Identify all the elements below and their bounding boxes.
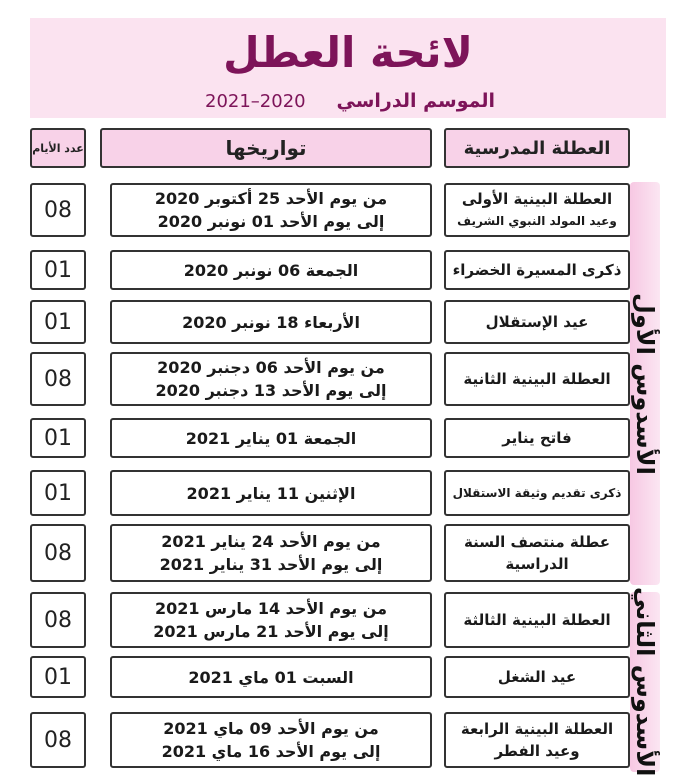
date-line: السبت 01 ماي 2021 xyxy=(188,667,354,687)
dates-cell xyxy=(110,352,432,406)
dates-cell xyxy=(110,524,432,582)
date-line: إلى يوم الأحد 13 دجنبر 2020 xyxy=(155,381,387,400)
holiday-name-line: ذكرى تقديم وثيقة الاستقلال xyxy=(452,486,622,500)
date-line: الأربعاء 18 نونبر 2020 xyxy=(182,312,360,332)
days-count-cell: 01 xyxy=(30,250,86,290)
holiday-name-cell xyxy=(444,418,630,458)
date-line: من يوم الأحد 06 دجنبر 2020 xyxy=(157,358,385,377)
holiday-name-cell xyxy=(444,592,630,648)
table-row xyxy=(0,352,696,406)
holiday-name-cell xyxy=(444,470,630,516)
dates-cell xyxy=(110,712,432,768)
dates-cell xyxy=(110,592,432,648)
page-title: لائحة العطل xyxy=(223,28,473,77)
column-header-days-count: عدد الأيام xyxy=(30,128,86,168)
date-line: إلى يوم الأحد 21 مارس 2021 xyxy=(153,622,389,641)
school-year-subtitle xyxy=(205,88,495,114)
holiday-name-line: فاتح يناير xyxy=(502,429,572,447)
date-line: من يوم الأحد 25 أكتوبر 2020 xyxy=(154,189,388,208)
date-line: إلى يوم الأحد 31 يناير 2021 xyxy=(159,555,383,574)
holiday-name-line: الدراسية xyxy=(505,555,569,573)
dates-cell xyxy=(110,656,432,698)
column-header-holiday: العطلة المدرسية xyxy=(444,128,630,168)
holiday-name-line: وعيد المولد النبوي الشريف xyxy=(457,214,617,228)
date-line: من يوم الأحد 14 مارس 2021 xyxy=(154,599,388,618)
days-count-cell: 08 xyxy=(30,524,86,582)
school-year-label: الموسم الدراسي xyxy=(336,90,495,112)
holiday-name-cell xyxy=(444,524,630,582)
holiday-name-cell xyxy=(444,300,630,344)
table-row xyxy=(0,250,696,290)
semester-second-text: الأسدوس الثاني xyxy=(631,587,659,777)
date-line: من يوم الأحد 24 يناير 2021 xyxy=(161,532,381,551)
holiday-name-cell xyxy=(444,250,630,290)
table-row xyxy=(0,418,696,458)
holiday-name-line: العطلة البينية الأولى xyxy=(461,190,613,208)
days-count-cell: 08 xyxy=(30,352,86,406)
holiday-name-line: العطلة البينية الثانية xyxy=(463,370,611,388)
date-line: الجمعة 01 يناير 2021 xyxy=(185,428,357,448)
date-line: الجمعة 06 نونبر 2020 xyxy=(183,260,359,280)
holiday-name-line: العطلة البينية الثالثة xyxy=(463,611,611,629)
holiday-name-line: العطلة البينية الرابعة xyxy=(460,720,614,738)
holiday-name-line: وعيد الفطر xyxy=(494,742,580,760)
table-row xyxy=(0,300,696,344)
holiday-name-cell xyxy=(444,656,630,698)
table-row xyxy=(0,470,696,516)
holiday-name-line: ذكرى المسيرة الخضراء xyxy=(452,261,622,279)
date-line: الإثنين 11 يناير 2021 xyxy=(186,483,356,503)
date-line: إلى يوم الأحد 16 ماي 2021 xyxy=(161,742,381,761)
holiday-name-cell xyxy=(444,712,630,768)
dates-cell xyxy=(110,470,432,516)
days-count-cell: 01 xyxy=(30,300,86,344)
date-line: من يوم الأحد 09 ماي 2021 xyxy=(163,719,379,738)
days-count-cell: 08 xyxy=(30,712,86,768)
days-count-cell: 01 xyxy=(30,418,86,458)
table-row xyxy=(0,656,696,698)
school-year-value: 2021–2020 xyxy=(205,90,306,112)
dates-cell xyxy=(110,300,432,344)
table-row xyxy=(0,592,696,648)
holiday-name-line: عطلة منتصف السنة xyxy=(464,533,610,551)
table-row xyxy=(0,183,696,237)
days-count-cell: 01 xyxy=(30,470,86,516)
dates-cell xyxy=(110,418,432,458)
column-header-dates: تواريخها xyxy=(100,128,432,168)
days-count-cell: 08 xyxy=(30,183,86,237)
holiday-name-cell xyxy=(444,352,630,406)
dates-cell xyxy=(110,183,432,237)
table-row xyxy=(0,524,696,582)
days-count-cell: 01 xyxy=(30,656,86,698)
dates-cell xyxy=(110,250,432,290)
holiday-name-line: عيد الإستقلال xyxy=(485,313,589,331)
date-line: إلى يوم الأحد 01 نونبر 2020 xyxy=(157,212,385,231)
table-row xyxy=(0,712,696,768)
semester-first-text: الأسدوس الأول xyxy=(631,292,659,475)
days-count-cell: 08 xyxy=(30,592,86,648)
holiday-name-line: عيد الشغل xyxy=(497,668,577,686)
holiday-name-cell xyxy=(444,183,630,237)
